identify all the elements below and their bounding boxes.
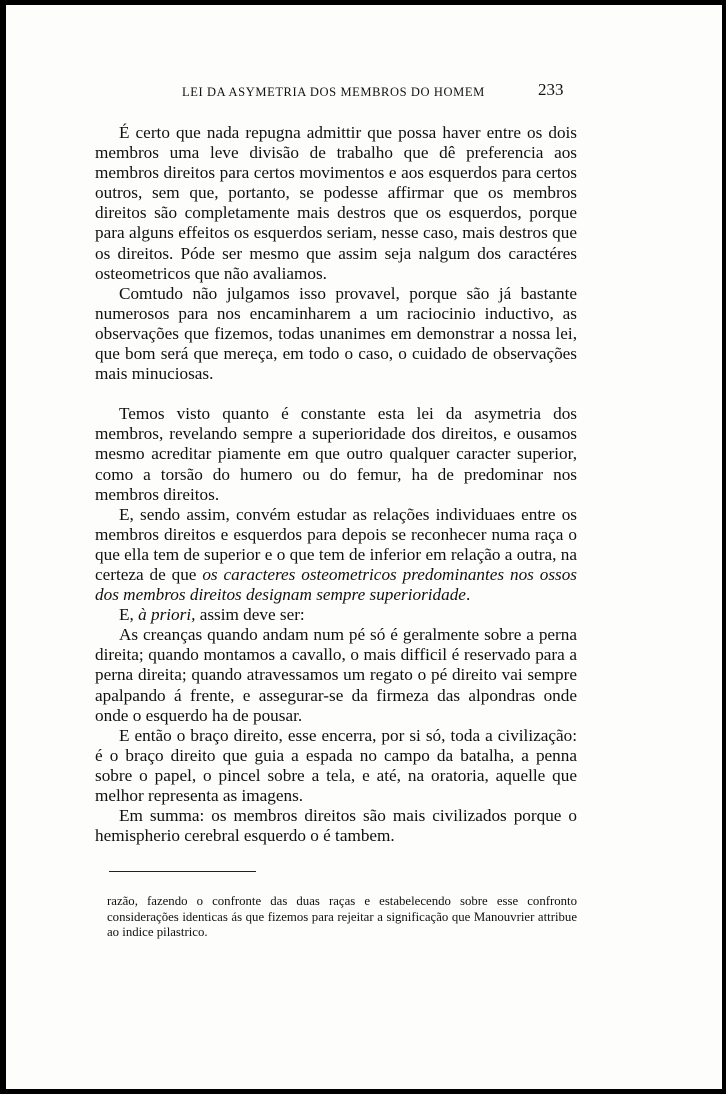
paragraph: Temos visto quanto é constante esta lei da asymetria dos membros, revelando sempre a superioridade dos direitos, e ousamos mesmo acreditar piamente em que outro qualquer caracter superior, como a torsão do humero ou do femur, ha de predominar nos membros direitos.: [95, 404, 577, 504]
paragraph: [95, 505, 577, 605]
paragraph: É certo que nada repugna admittir que possa haver entre os dois membros uma leve divisão de trabalho que dê preferencia aos membros direitos para certos movimentos e aos esquerdos para certos outros, sem que, portanto, se podesse affirmar que os membros direitos são completamente mais destros que os esquerdos, porque para alguns effeitos os esquerdos seriam, nesse caso, mais destros que os direitos. Póde ser mesmo que assim seja nalgum dos caractéres osteometricos que não avaliamos.: [95, 123, 577, 283]
italic-emphasis: à priori,: [138, 605, 196, 625]
running-header: LEI DA ASYMETRIA DOS MEMBROS DO HOMEM: [182, 85, 485, 99]
footnote-divider: [109, 871, 256, 872]
paragraph: E então o braço direito, esse encerra, por si só, toda a civilização: é o braço direito que guia a espada no campo da batalha, a penna sobre o papel, o pincel sobre a tela, e até, na oratoria, aquelle que melhor representa as imagens.: [95, 725, 577, 805]
paragraph-text: .: [465, 585, 471, 605]
footnote: razão, fazendo o confronte das duas raças e estabelecendo sobre esse confronto considerações identicas ás que fizemos para rejeitar a significação que Manouvrier attribue ao indice pilastrico.: [107, 894, 577, 939]
paragraph: As creanças quando andam num pé só é geralmente sobre a perna direita; quando montamos a cavallo, o mais difficil é reservado para a perna direita; quando atravessamos um regato o pé direito vai sempre apalpando á frente, e assegurar-se da firmeza das alpondras onde onde o esquerdo ha de pousar.: [95, 625, 577, 725]
paragraph-text: assim deve ser:: [195, 605, 305, 625]
page-number: 233: [538, 80, 564, 99]
italic-emphasis: os caracteres osteometricos predominantes nos ossos dos membros direitos designam sempre superioridade: [95, 564, 577, 605]
paragraph: Em summa: os membros direitos são mais civilizados porque o hemispherio cerebral esquerdo o é tambem.: [95, 806, 577, 846]
body-text: [95, 123, 577, 846]
paragraph: [95, 605, 577, 625]
paragraph: Comtudo não julgamos isso provavel, porque são já bastante numerosos para nos encaminharem a um raciocinio inductivo, as observações que fizemos, todas unanimes em demonstrar a nossa lei, que bom será que mereça, em todo o caso, o cuidado de observações mais minuciosas.: [95, 283, 577, 384]
paragraph-text: E,: [119, 605, 139, 625]
paragraph-text: E, sendo assim, convém estudar as relações individuaes entre os membros direitos e esquerdos para depois se reconhecer numa raça o que ella tem de superior e o que tem de inferior em relação a outra, na certeza de que: [95, 504, 577, 584]
